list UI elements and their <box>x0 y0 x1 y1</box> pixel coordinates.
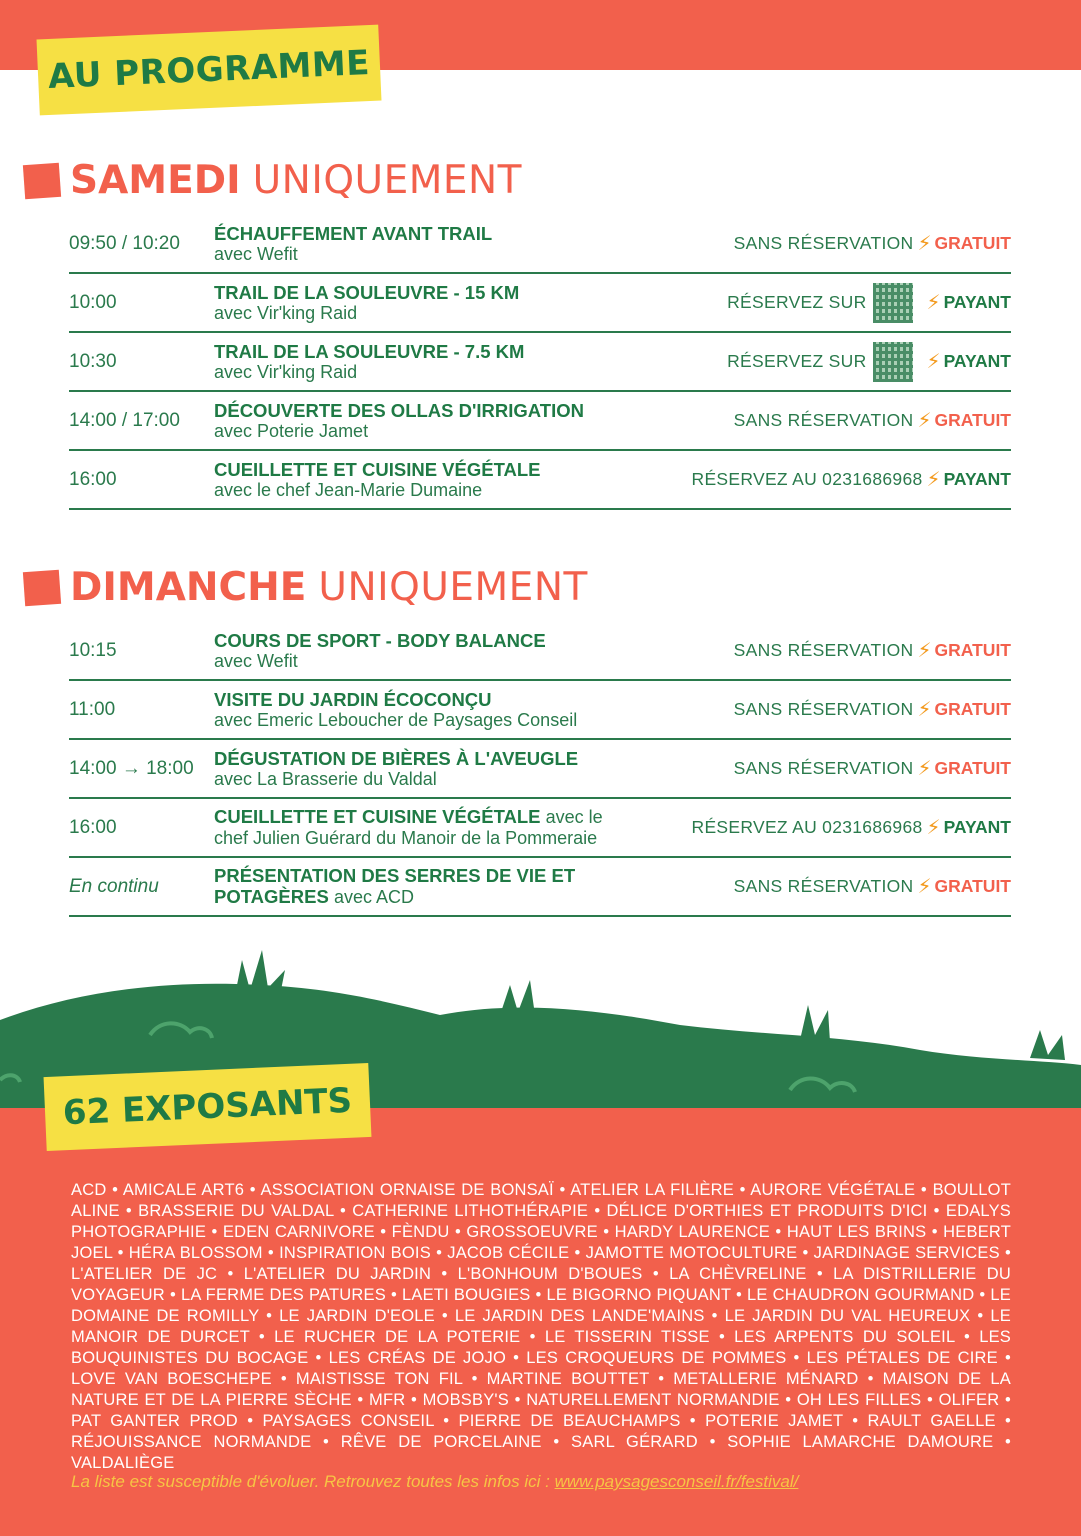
row-time: 14:00 / 17:00 <box>69 409 180 431</box>
schedule-row <box>69 392 1011 451</box>
row-subtitle: avec Emeric Leboucher de Paysages Conseil <box>214 709 578 730</box>
row-time: 16:00 <box>69 468 117 490</box>
samedi-title-light: UNIQUEMENT <box>252 158 523 203</box>
schedule-row <box>69 215 1011 274</box>
row-activity <box>214 630 734 672</box>
row-price: GRATUIT <box>934 410 1011 430</box>
row-activity <box>214 806 692 849</box>
row-subtitle: chef Julien Guérard du Manoir de la Pommeraie <box>214 828 598 848</box>
row-title: COURS DE SPORT - BODY BALANCE <box>214 629 546 651</box>
row-title <box>214 806 692 828</box>
row-reservation: SANS RÉSERVATION <box>733 876 914 896</box>
row-time: 10:00 <box>69 291 117 313</box>
row-title2-text: POTAGÈRES <box>214 886 329 907</box>
dimanche-section-title <box>24 565 588 610</box>
row-price: GRATUIT <box>934 640 1011 660</box>
row-reservation: SANS RÉSERVATION <box>733 758 914 778</box>
footer-note <box>71 1472 1011 1492</box>
bolt-icon: ⚡ <box>926 469 941 491</box>
row-time: 09:50 / 10:20 <box>69 232 180 254</box>
row-reservation: SANS RÉSERVATION <box>733 233 914 253</box>
row-reservation: RÉSERVEZ AU 0231686968 <box>691 817 923 837</box>
programme-tag: AU PROGRAMME <box>37 25 382 116</box>
row-title2-inline: avec ACD <box>333 887 414 907</box>
row-title: DÉGUSTATION DE BIÈRES À L'AVEUGLE <box>214 747 579 769</box>
bolt-icon: ⚡ <box>926 817 941 839</box>
row-activity <box>214 341 727 383</box>
row-price: GRATUIT <box>934 758 1011 778</box>
row-subtitle: avec Poterie Jamet <box>214 420 369 441</box>
row-booking <box>734 874 1011 899</box>
qr-code-icon[interactable] <box>873 283 913 323</box>
row-price: GRATUIT <box>934 233 1011 253</box>
schedule-row <box>69 451 1011 510</box>
schedule-row <box>69 858 1011 917</box>
row-time: 10:30 <box>69 350 117 372</box>
row-time: 14:00 → 18:00 <box>69 757 194 779</box>
bolt-icon: ⚡ <box>917 876 932 898</box>
row-title: DÉCOUVERTE DES OLLAS D'IRRIGATION <box>214 399 584 421</box>
exposants-tag: 62 EXPOSANTS <box>44 1063 372 1151</box>
row-booking <box>734 756 1011 781</box>
row-subtitle: avec Vir'king Raid <box>214 302 358 323</box>
row-booking <box>734 408 1011 433</box>
row-reservation: RÉSERVEZ SUR <box>727 292 867 312</box>
row-activity <box>214 282 727 324</box>
row-time: En continu <box>69 875 159 897</box>
row-activity <box>214 223 734 265</box>
samedi-title-bold: SAMEDI <box>70 158 241 203</box>
row-booking <box>734 638 1011 663</box>
schedule-row <box>69 333 1011 392</box>
row-activity <box>214 689 734 731</box>
row-activity <box>214 865 734 908</box>
row-activity <box>214 459 692 501</box>
row-booking <box>692 815 1012 840</box>
row-booking <box>727 342 1011 382</box>
festival-link[interactable]: www.paysagesconseil.fr/festival/ <box>554 1472 799 1491</box>
dimanche-title-bold: DIMANCHE <box>70 565 307 610</box>
row-reservation: SANS RÉSERVATION <box>733 699 914 719</box>
row-subtitle: avec La Brasserie du Valdal <box>214 768 437 789</box>
schedule-row <box>69 274 1011 333</box>
dimanche-schedule <box>69 622 1011 917</box>
row-price: GRATUIT <box>934 876 1011 896</box>
bolt-icon: ⚡ <box>917 233 932 255</box>
row-subtitle: avec Wefit <box>214 243 298 264</box>
row-title-line2 <box>214 886 734 908</box>
qr-code-icon[interactable] <box>873 342 913 382</box>
row-activity <box>214 748 734 790</box>
schedule-row <box>69 799 1011 858</box>
bolt-icon: ⚡ <box>926 292 941 314</box>
row-time: 11:00 <box>69 698 116 720</box>
row-title: TRAIL DE LA SOULEUVRE - 15 KM <box>214 281 520 303</box>
footer-text: La liste est susceptible d'évoluer. Retrouvez toutes les infos ici : <box>71 1472 555 1491</box>
samedi-section-title <box>24 158 522 203</box>
row-subtitle: avec Vir'king Raid <box>214 361 358 382</box>
schedule-row <box>69 622 1011 681</box>
row-title: PRÉSENTATION DES SERRES DE VIE ET <box>214 865 576 886</box>
bolt-icon: ⚡ <box>917 699 932 721</box>
row-activity <box>214 400 734 442</box>
row-subtitle: avec le chef Jean-Marie Dumaine <box>214 479 483 500</box>
row-subtitle: avec Wefit <box>214 650 298 671</box>
row-time: 16:00 <box>69 816 117 838</box>
row-price: PAYANT <box>943 469 1011 489</box>
row-reservation: RÉSERVEZ SUR <box>727 351 867 371</box>
bolt-icon: ⚡ <box>917 410 932 432</box>
row-time: 10:15 <box>69 639 117 661</box>
row-booking <box>692 467 1012 492</box>
row-price: PAYANT <box>943 292 1011 312</box>
bolt-icon: ⚡ <box>917 758 932 780</box>
dimanche-title-light: UNIQUEMENT <box>318 565 588 610</box>
row-booking <box>727 283 1011 323</box>
samedi-schedule <box>69 215 1011 510</box>
row-title: VISITE DU JARDIN ÉCOCONÇU <box>214 688 492 710</box>
bolt-icon: ⚡ <box>917 640 932 662</box>
row-reservation: SANS RÉSERVATION <box>733 410 914 430</box>
row-price: PAYANT <box>943 817 1011 837</box>
square-marker-icon <box>23 162 61 198</box>
bolt-icon: ⚡ <box>926 351 941 373</box>
schedule-row <box>69 740 1011 799</box>
row-title: ÉCHAUFFEMENT AVANT TRAIL <box>214 222 493 244</box>
row-title: CUEILLETTE ET CUISINE VÉGÉTALE <box>214 458 541 480</box>
row-title-inline: avec le <box>545 807 603 827</box>
row-title-text: CUEILLETTE ET CUISINE VÉGÉTALE <box>214 806 541 827</box>
row-title: TRAIL DE LA SOULEUVRE - 7.5 KM <box>214 340 525 362</box>
exhibitors-list: ACD • AMICALE ART6 • ASSOCIATION ORNAISE DE BONSAÏ • ATELIER LA FILIÈRE • AURORE VÉGÉTALE • BOULLOT ALINE • BRASSERIE DU VALDAL • CATHERINE LITHOTHÉRAPIE • DÉLICE D'ORTHIES ET PRODUITS D'ICI • EDALYS PHOTOGRAPHIE • EDEN CARNIVORE • FÈNDU • GROSSOEUVRE • HARDY LAURENCE • HAUT LES BRINS • HEBERT JOEL • HÉRA BLOSSOM • INSPIRATION BOIS • JACOB CÉCILE • JAMOTTE MOTOCULTURE • JARDINAGE SERVICES • L'ATELIER DE JC • L'ATELIER DU JARDIN • L'BONHOUM D'BOUES • LA CHÈVRELINE • LA DISTRILLERIE DU VOYAGEUR • LA FERME DES PATURES • LAETI BOUGIES • LE BIGORNO PIQUANT • LE CHAUDRON GOURMAND • LE DOMAINE DE ROMILLY • LE JARDIN D'EOLE • LE JARDIN DES LANDE'MAINS • LE JARDIN DU VAL HEUREUX • LE MANOIR DE DURCET • LE RUCHER DE LA POTERIE • LE TISSERIN TISSE • LES ARPENTS DU SOLEIL • LES BOUQUINISTES DU BOCAGE • LES CRÉAS DE JOJO • LES CROQUEURS DE POMMES • LES PÉTALES DE CIRE • LOVE VAN BOESCHEPE • MAISTISSE TON FIL • MARTINE BOUTTET • METALLERIE MÉNARD • MAISON DE LA NATURE ET DE LA PIERRE SÈCHE • MFR • MOBSBY'S • NATURELLEMENT NORMANDIE • OH LES FILLES • OLIFER • PAT GANTER PROD • PAYSAGES CONSEIL • PIERRE DE BEAUCHAMPS • POTERIE JAMET • RAULT GAELLE • RÉJOUISSANCE NORMANDE • RÊVE DE PORCELAINE • SARL GÉRARD • SOPHIE LAMARCHE DAMOURE • VALDALIÈGE <box>71 1181 1011 1472</box>
row-booking <box>734 697 1011 722</box>
row-reservation: RÉSERVEZ AU 0231686968 <box>691 469 923 489</box>
row-reservation: SANS RÉSERVATION <box>733 640 914 660</box>
schedule-row <box>69 681 1011 740</box>
row-booking <box>734 231 1011 256</box>
row-price: GRATUIT <box>934 699 1011 719</box>
row-price: PAYANT <box>943 351 1011 371</box>
square-marker-icon <box>23 569 61 605</box>
